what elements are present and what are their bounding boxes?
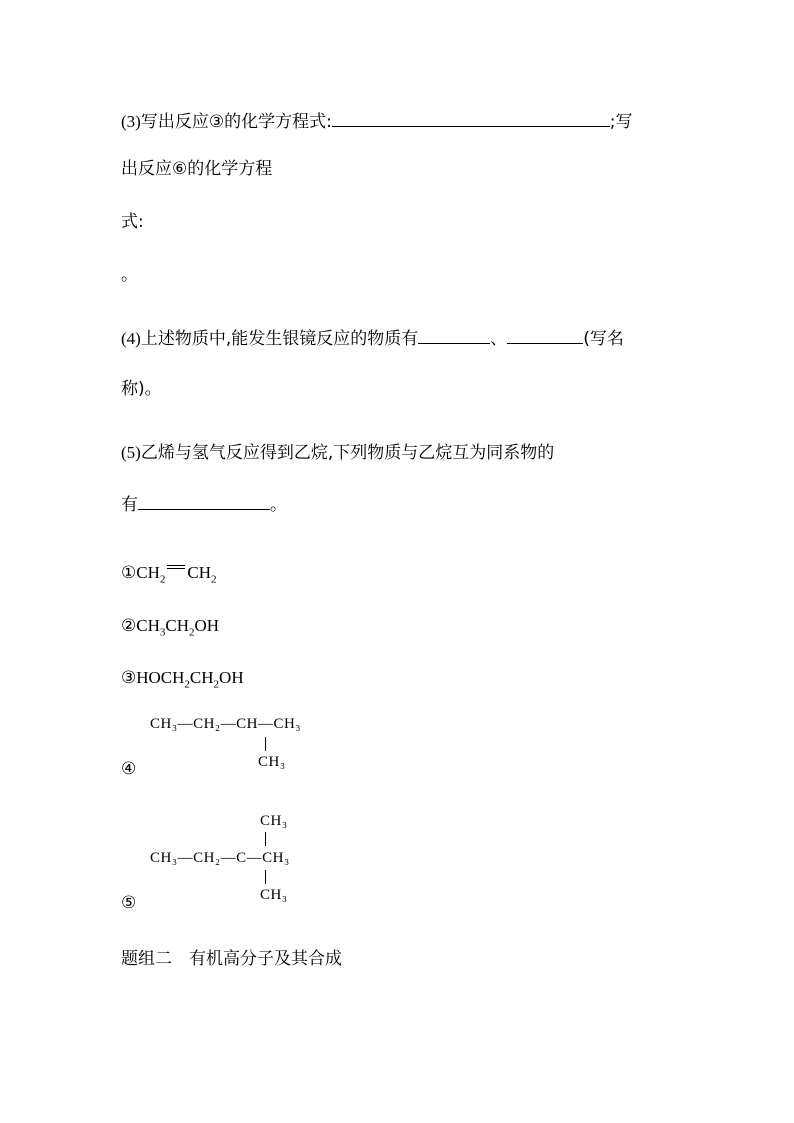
q4-number: (4) [121, 329, 141, 348]
q5-number: (5) [121, 443, 141, 462]
q3-answer-blank-1[interactable] [332, 110, 610, 127]
option-1-mark: ① [121, 563, 137, 583]
q3-number: (3) [121, 112, 141, 131]
q4-line1-end: (写名 [583, 329, 624, 349]
q4-separator: 、 [490, 329, 508, 349]
double-bond [165, 569, 187, 579]
option-4-branch-bond [265, 737, 266, 751]
option-4-branch: CH₃ [258, 754, 286, 770]
option-2-mark: ② [121, 616, 137, 636]
option-2-formula: $CH_3CH_2OH$ [136, 616, 220, 639]
option-3 [121, 667, 244, 695]
section-title: 题组二 有机高分子及其合成 [121, 949, 342, 969]
option-1-formula: $CH_2$ $CH_2$ [136, 563, 217, 586]
option-5-bottom-bond [265, 870, 266, 884]
q3-line-3: 式: [121, 212, 144, 232]
q3-prompt: 写出反应③的化学方程式: [140, 112, 332, 132]
q4-answer-blank-1[interactable] [418, 327, 490, 344]
option-1 [121, 562, 217, 590]
q4-line-2: 称)。 [121, 379, 162, 399]
q4-line-1 [121, 327, 624, 350]
q5-answer-blank[interactable] [138, 493, 270, 510]
option-5-mark: ⑤ [121, 893, 137, 913]
option-5-main-chain: CH₃—CH₂—C—CH₃ [150, 850, 290, 866]
q5-line2-start: 有 [121, 495, 138, 515]
option-5-top-branch: CH₃ [260, 813, 288, 829]
q5-line-1 [121, 442, 554, 464]
q4-answer-blank-2[interactable] [507, 327, 583, 344]
option-4-main-chain: CH₃—CH₂—CH—CH₃ [150, 716, 302, 732]
q3-line-2: 出反应⑥的化学方程 [121, 159, 273, 179]
option-3-formula: $HOCH_2CH_2OH$ [136, 668, 244, 691]
option-2 [121, 615, 219, 643]
q4-prompt: 上述物质中,能发生银镜反应的物质有 [140, 329, 419, 349]
q3-line-1 [121, 110, 633, 133]
q5-line2-end: 。 [270, 495, 287, 515]
option-3-mark: ③ [121, 668, 137, 688]
q5-prompt: 乙烯与氢气反应得到乙烷,下列物质与乙烷互为同系物的 [140, 443, 555, 463]
option-5-top-bond [265, 832, 266, 846]
q3-line1-end: ;写 [609, 112, 633, 132]
option-5-bottom-branch: CH₃ [260, 887, 288, 903]
q3-line-4: 。 [121, 265, 138, 285]
option-4-mark: ④ [121, 759, 137, 779]
q5-line-2 [121, 493, 287, 516]
